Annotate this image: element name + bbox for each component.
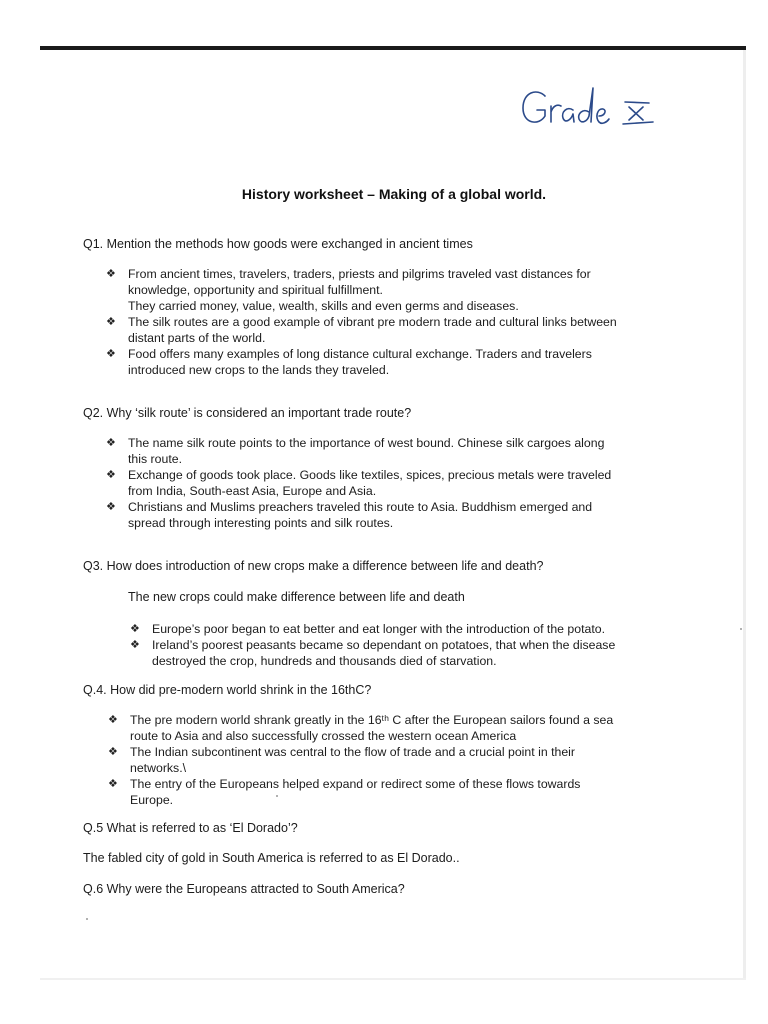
question-5: Q.5 What is referred to as ‘El Dorado’?: [83, 821, 298, 835]
bullet-line: The silk routes are a good example of vibrant pre modern trade and cultural links between: [128, 315, 617, 329]
bullet-line: The Indian subcontinent was central to the flow of trade and a crucial point in their: [130, 745, 575, 759]
bullet-line: networks.\: [130, 761, 187, 775]
list-item: [106, 499, 611, 531]
diamond-bullet-icon: ❖: [106, 348, 116, 360]
list-item: [108, 776, 613, 808]
bullet-line: The entry of the Europeans helped expand or redirect some of these flows towards: [130, 777, 581, 791]
question-4: Q.4. How did pre-modern world shrink in the 16thC?: [83, 683, 372, 697]
bullet-line: distant parts of the world.: [128, 331, 266, 345]
bullet-line: Europe’s poor began to eat better and eat longer with the introduction of the potato.: [152, 622, 606, 636]
diamond-bullet-icon: ❖: [106, 501, 116, 513]
bullet-line: knowledge, opportunity and spiritual fulfillment.: [128, 283, 383, 297]
bullet-line: spread through interesting points and silk routes.: [128, 516, 394, 530]
diamond-bullet-icon: ❖: [108, 714, 118, 726]
question-2: Q2. Why ‘silk route’ is considered an important trade route?: [83, 406, 412, 420]
diamond-bullet-icon: ❖: [108, 746, 118, 758]
question-6: Q.6 Why were the Europeans attracted to South America?: [83, 882, 405, 896]
bullet-line: The pre modern world shrank greatly in the 16ᵗʰ C after the European sailors found a sea: [130, 713, 614, 727]
list-item: [130, 637, 615, 669]
diamond-bullet-icon: ❖: [106, 469, 116, 481]
q1-bullet-list: [106, 266, 617, 378]
q2-bullet-list: [106, 435, 611, 531]
scan-speck: [740, 628, 742, 630]
scan-bottom-edge: [40, 978, 746, 980]
bullet-line: Food offers many examples of long distance cultural exchange. Traders and travelers: [128, 347, 592, 361]
bullet-line: from India, South-east Asia, Europe and Asia.: [128, 484, 377, 498]
bullet-line: They carried money, value, wealth, skills and even germs and diseases.: [128, 299, 519, 313]
worksheet-title: History worksheet – Making of a global world.: [241, 186, 547, 202]
answer-5: The fabled city of gold in South America is referred to as El Dorado..: [83, 851, 460, 865]
list-item: [108, 744, 613, 776]
bullet-line: route to Asia and also successfully crossed the western ocean America: [130, 729, 517, 743]
diamond-bullet-icon: ❖: [106, 268, 116, 280]
diamond-bullet-icon: ❖: [130, 623, 140, 635]
list-item: [106, 467, 611, 499]
list-item: [106, 346, 617, 378]
diamond-bullet-icon: ❖: [106, 316, 116, 328]
list-item: [106, 266, 617, 314]
bullet-line: Exchange of goods took place. Goods like textiles, spices, precious metals were traveled: [128, 468, 612, 482]
bullet-line: From ancient times, travelers, traders, priests and pilgrims traveled vast distances for: [128, 267, 591, 281]
list-item: [108, 712, 613, 744]
answer-3: The new crops could make difference between life and death: [128, 590, 465, 604]
handwritten-grade-annotation: [515, 82, 675, 138]
bullet-line: destroyed the crop, hundreds and thousands died of starvation.: [152, 654, 497, 668]
scan-speck: [86, 918, 88, 920]
diamond-bullet-icon: ❖: [108, 778, 118, 790]
bullet-line: Ireland’s poorest peasants became so dependant on potatoes, that when the disease: [152, 638, 616, 652]
scan-top-edge: [40, 46, 746, 50]
diamond-bullet-icon: ❖: [130, 639, 140, 651]
bullet-line: Christians and Muslims preachers traveled this route to Asia. Buddhism emerged and: [128, 500, 593, 514]
bullet-line: Europe.: [130, 793, 174, 807]
bullet-line: introduced new crops to the lands they traveled.: [128, 363, 390, 377]
list-item: [106, 435, 611, 467]
question-3: Q3. How does introduction of new crops make a difference between life and death?: [83, 559, 544, 573]
list-item: [130, 621, 615, 637]
bullet-line: The name silk route points to the importance of west bound. Chinese silk cargoes along: [128, 436, 605, 450]
q3-bullet-list: [130, 621, 615, 669]
diamond-bullet-icon: ❖: [106, 437, 116, 449]
q4-bullet-list: [108, 712, 613, 808]
bullet-line: this route.: [128, 452, 182, 466]
list-item: [106, 314, 617, 346]
question-1: Q1. Mention the methods how goods were exchanged in ancient times: [83, 237, 473, 251]
